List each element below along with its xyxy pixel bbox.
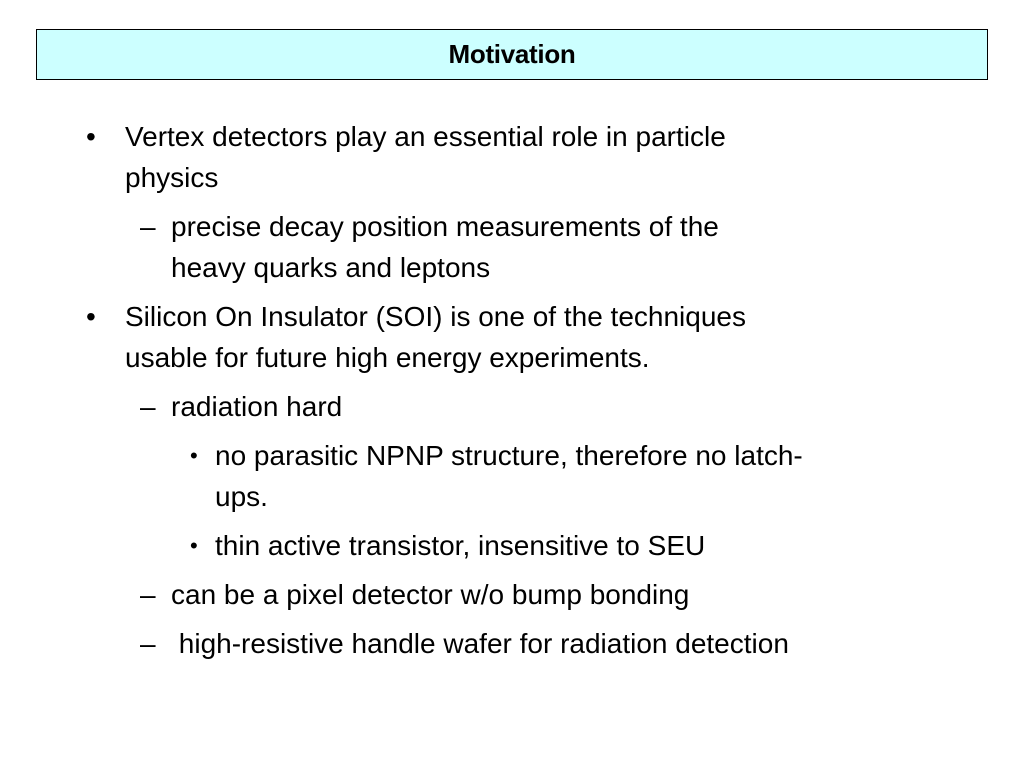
bullet-text: Silicon On Insulator (SOI) is one of the techniques [125, 301, 746, 332]
sub-sub-bullet-marker: • [190, 443, 198, 468]
bullet-text: usable for future high energy experiments. [125, 342, 650, 373]
sub-bullet-text: precise decay position measurements of the [171, 211, 719, 242]
sub-bullet-text: heavy quarks and leptons [171, 252, 491, 283]
sub-sub-bullet-text: no parasitic NPNP structure, therefore no latch- [215, 440, 803, 471]
sub-bullet-marker: – [140, 628, 156, 659]
slide-title: Motivation [448, 39, 576, 69]
bullet-marker: • [86, 301, 96, 332]
sub-bullet-marker: – [140, 211, 156, 242]
sub-sub-bullet-text: ups. [215, 481, 268, 512]
sub-bullet-text: radiation hard [171, 391, 343, 422]
sub-bullet-marker: – [140, 579, 156, 610]
sub-bullet-text: can be a pixel detector w/o bump bonding [171, 579, 690, 610]
bullet-text: physics [125, 162, 219, 193]
bullet-text: Vertex detectors play an essential role in particle [125, 121, 726, 152]
sub-bullet-marker: – [140, 391, 156, 422]
sub-sub-bullet-text: thin active transistor, insensitive to SEU [215, 530, 706, 561]
bullet-marker: • [86, 121, 96, 152]
sub-bullet-text: high-resistive handle wafer for radiation detection [171, 628, 789, 659]
sub-sub-bullet-marker: • [190, 533, 198, 558]
